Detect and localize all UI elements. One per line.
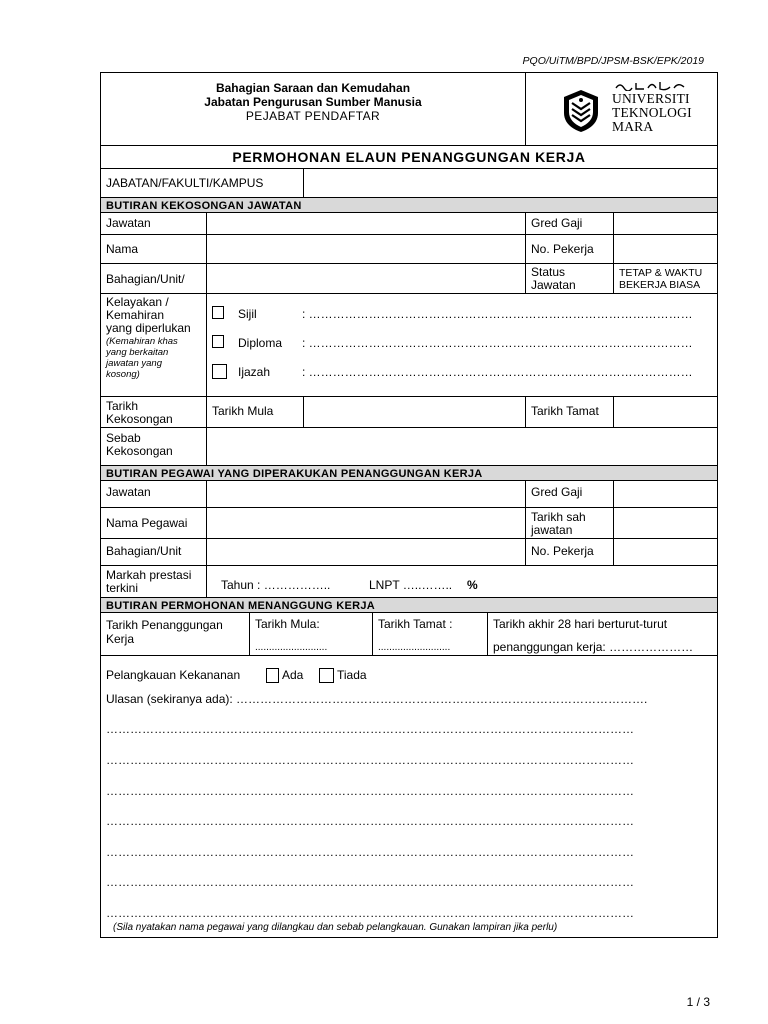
sebab-line-1: Sebab [106, 431, 141, 445]
lnpt-field[interactable]: LNPT …..…….. [369, 578, 453, 592]
s1-kelayakan-label [101, 294, 206, 396]
logo-line-3: MARA [612, 119, 654, 134]
ijazah-label: Ijazah [238, 365, 271, 379]
akhir-line-2[interactable]: penanggungan kerja: ………………… [493, 640, 694, 654]
s1-jawatan-field[interactable] [206, 213, 525, 234]
s2-bahagian-field[interactable] [206, 539, 525, 565]
sijil-checkbox[interactable] [212, 306, 224, 319]
s1-qualification-options [206, 294, 717, 396]
logo-line-1: UNIVERSITI [612, 91, 690, 106]
sebab-line-2: Kekosongan [106, 444, 173, 458]
s2-no-pekerja-label: No. Pekerja [525, 539, 613, 565]
ulasan-dotted-line-1[interactable]: …………………………………………………………………………………………………………………… [106, 722, 634, 736]
ulasan-dotted-line-3[interactable]: …………………………………………………………………………………………………………………… [106, 784, 634, 798]
qualification-diploma [212, 335, 712, 351]
tarikh-line-2: Kekosongan [106, 412, 173, 426]
ulasan-line[interactable]: Ulasan (sekiranya ada): …………………………………………………………………………………………. [106, 692, 648, 706]
section-kekosongan-title: BUTIRAN KEKOSONGAN JAWATAN [101, 198, 717, 213]
s1-jawatan-label: Jawatan [106, 216, 151, 230]
qualification-sijil [212, 306, 712, 322]
s1-status-label [525, 264, 613, 293]
s1-tarikh-mula-field[interactable] [303, 397, 525, 427]
s2-tarikh-sah-label [525, 508, 613, 538]
form-title: PERMOHONAN ELAUN PENANGGUNGAN KERJA [101, 146, 717, 169]
markah-line-1: Markah prestasi [106, 568, 192, 582]
s1-bahagian-label: Bahagian/Unit/ [106, 272, 185, 286]
section-permohonan-title: BUTIRAN PERMOHONAN MENANGGUNG KERJA [101, 598, 717, 613]
tarikh-sah-line-1: Tarikh sah [531, 510, 586, 524]
s2-no-pekerja-field[interactable] [613, 539, 717, 565]
s2-jawatan-row [101, 481, 717, 508]
s1-kelayakan-row [101, 294, 717, 397]
kelayakan-note-2: yang berkaitan [106, 347, 169, 358]
s1-nama-field[interactable] [206, 235, 525, 263]
s3-akhir-cell[interactable] [487, 613, 717, 655]
s2-nama-field[interactable] [206, 508, 525, 538]
kelayakan-note-1: (Kemahiran khas [106, 336, 178, 347]
tiada-label: Tiada [337, 668, 367, 682]
s2-nama-label: Nama Pegawai [106, 516, 188, 530]
ulasan-dotted-line-4[interactable]: …………………………………………………………………………………………………………………… [106, 814, 634, 828]
page-number: 1 / 3 [686, 995, 710, 1009]
s1-tarikh-row [101, 397, 717, 428]
s2-gred-gaji-label: Gred Gaji [525, 481, 613, 507]
ulasan-dotted-line-5[interactable]: …………………………………………………………………………………………………………………… [106, 845, 634, 859]
s3-tarikh-mula-cell[interactable] [249, 613, 372, 655]
sijil-dotted-line[interactable]: : …………………………………………………………………………………… [302, 307, 693, 321]
diploma-label: Diploma [238, 336, 283, 350]
ulasan-dotted-line-7[interactable]: …………………………………………………………………………………………………………………… [106, 906, 634, 920]
tarikh-sah-line-2: jawatan [531, 523, 573, 537]
kelayakan-line-1: Kelayakan / [106, 295, 169, 309]
kelayakan-note-4: kosong) [106, 369, 140, 380]
s2-nama-row [101, 508, 717, 539]
s3-ulasan-block [101, 656, 717, 937]
uitm-crest-icon [562, 89, 600, 133]
s2-markah-label [101, 566, 206, 597]
kelayakan-line-3: yang diperlukan [106, 321, 191, 335]
s1-gred-gaji-field[interactable] [613, 213, 717, 234]
akhir-line-1: Tarikh akhir 28 hari berturut-turut [493, 617, 668, 631]
ijazah-checkbox[interactable] [212, 364, 227, 379]
qualification-ijazah [212, 364, 712, 380]
diploma-dotted-line[interactable]: : …………………………………………………………………………………… [302, 336, 693, 350]
s1-gred-gaji-label: Gred Gaji [525, 213, 613, 234]
s1-no-pekerja-label: No. Pekerja [525, 235, 613, 263]
percent-sign: % [467, 578, 478, 592]
s3-tarikh-mula-dots[interactable]: .......................... [255, 642, 328, 653]
s2-bahagian-row [101, 539, 717, 566]
ulasan-note: (Sila nyatakan nama pegawai yang dilangkau dan sebab pelangkauan. Gunakan lampiran jika perlu) [113, 922, 558, 933]
s2-markah-row [101, 566, 717, 598]
tarikh-line-1: Tarikh [106, 399, 139, 413]
reference-code: PQO/UiTM/BPD/JPSM-BSK/EPK/2019 [522, 55, 704, 67]
s3-tarikh-row [101, 613, 717, 656]
s1-jawatan-row [101, 213, 717, 235]
tiada-checkbox[interactable] [319, 668, 334, 683]
s1-bahagian-row [101, 264, 717, 294]
header-line-2: Jabatan Pengurusan Sumber Manusia [204, 95, 422, 109]
jabatan-label: JABATAN/FAKULTI/KAMPUS [106, 176, 264, 190]
form-header [101, 73, 717, 146]
s1-nama-label: Nama [106, 242, 139, 256]
s1-sebab-label [101, 428, 206, 465]
s2-jawatan-field[interactable] [206, 481, 525, 507]
ada-label: Ada [282, 668, 304, 682]
ada-checkbox[interactable] [266, 668, 279, 683]
sijil-label: Sijil [238, 307, 257, 321]
application-form [100, 72, 718, 938]
tarikh-pen-line-1: Tarikh Penanggungan [106, 618, 223, 632]
uitm-logo [525, 73, 717, 145]
s1-tarikh-label [101, 397, 206, 427]
s1-sebab-field[interactable] [206, 428, 717, 465]
s2-jawatan-label: Jawatan [106, 485, 151, 499]
s3-tarikh-mula-label: Tarikh Mula: [255, 617, 320, 631]
s1-tarikh-tamat-label: Tarikh Tamat [525, 397, 613, 427]
s1-no-pekerja-field[interactable] [613, 235, 717, 263]
status-label-line-2: Jawatan [531, 278, 576, 292]
s1-sebab-row [101, 428, 717, 466]
status-value-line-2: BEKERJA BIASA [619, 279, 701, 291]
department-heading [101, 81, 525, 123]
jawi-script-icon [614, 79, 686, 91]
ulasan-dotted-line-6[interactable]: …………………………………………………………………………………………………………………… [106, 875, 634, 889]
status-value-line-1: TETAP & WAKTU [619, 267, 703, 279]
s1-bahagian-field[interactable] [206, 264, 525, 293]
kelayakan-note-3: jawatan yang [106, 358, 162, 369]
s1-tarikh-tamat-field[interactable] [613, 397, 717, 427]
s1-tarikh-mula-label: Tarikh Mula [206, 397, 303, 427]
s2-gred-gaji-field[interactable] [613, 481, 717, 507]
ijazah-dotted-line[interactable]: : …………………………………………………………………………………… [302, 365, 693, 379]
s3-tarikh-tamat-label: Tarikh Tamat : [378, 617, 453, 631]
s1-nama-row [101, 235, 717, 264]
jabatan-field[interactable] [303, 169, 717, 197]
ulasan-dotted-line-2[interactable]: …………………………………………………………………………………………………………………… [106, 753, 634, 767]
s2-markah-field[interactable] [206, 566, 717, 597]
s3-tarikh-tamat-dots[interactable]: .......................... [378, 642, 451, 653]
s3-tarikh-tamat-cell[interactable] [372, 613, 487, 655]
s1-status-value [613, 264, 717, 293]
header-line-1: Bahagian Saraan dan Kemudahan [215, 81, 411, 95]
tahun-field[interactable]: Tahun : …………….. [221, 578, 331, 592]
status-label-line-1: Status [531, 265, 566, 279]
section-pegawai-title: BUTIRAN PEGAWAI YANG DIPERAKUKAN PENANGGUNGAN KERJA [101, 466, 717, 481]
s3-tarikh-pen-label [101, 613, 249, 655]
s2-bahagian-label: Bahagian/Unit [106, 544, 182, 558]
tarikh-pen-line-2: Kerja [106, 632, 135, 646]
kelayakan-line-2: Kemahiran [106, 308, 165, 322]
markah-line-2: terkini [106, 581, 139, 595]
jabatan-row [101, 169, 717, 198]
diploma-checkbox[interactable] [212, 335, 224, 348]
s2-tarikh-sah-field[interactable] [613, 508, 717, 538]
header-line-3: PEJABAT PENDAFTAR [245, 109, 381, 123]
pelangkauan-label: Pelangkauan Kekananan [106, 668, 241, 682]
logo-line-2: TEKNOLOGI [612, 105, 692, 120]
